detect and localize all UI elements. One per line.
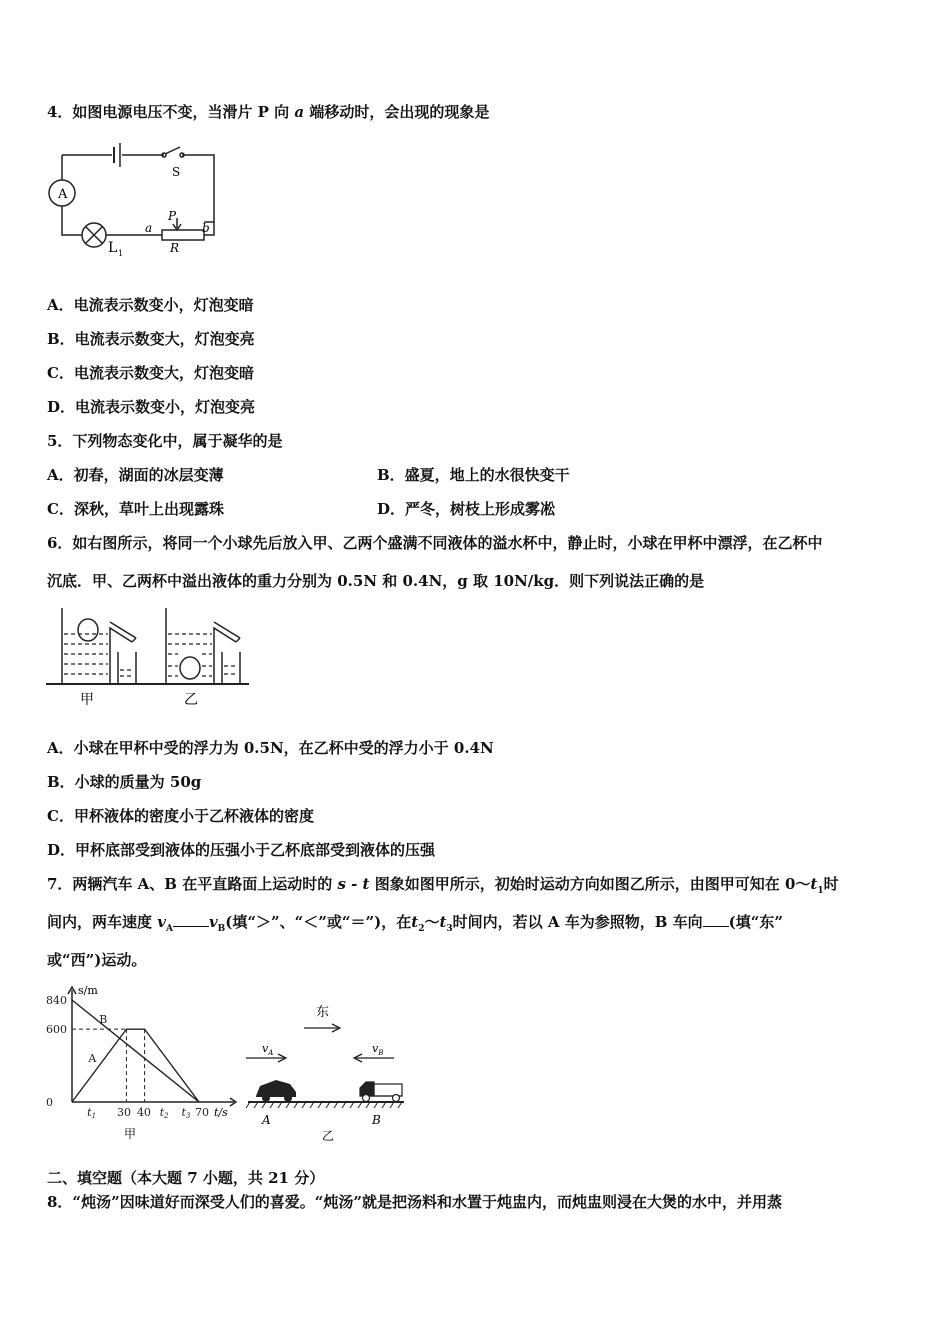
ammeter-label: A bbox=[58, 187, 68, 202]
answer-blank-1[interactable] bbox=[173, 912, 209, 927]
q5-option-c: C．深秋，草叶上出现露珠 bbox=[47, 500, 224, 518]
x-tick-label: 70 bbox=[195, 1106, 209, 1119]
q6-cups-figure bbox=[44, 604, 254, 712]
q4-option-c: C．电流表示数变大，灯泡变暗 bbox=[47, 364, 254, 382]
q5-option-a: A．初春，湖面的冰层变薄 bbox=[47, 466, 224, 484]
q6-stem-line2: 沉底．甲、乙两杯中溢出液体的重力分别为 0.5N 和 0.4N，g 取 10N/kg．则下列说法正确的是 bbox=[47, 572, 705, 590]
q4-option-d: D．电流表示数变小，灯泡变亮 bbox=[47, 398, 256, 416]
q6-stem-line1: 6．如右图所示，将同一个小球先后放入甲、乙两个盛满不同液体的溢水杯中，静止时，小球在甲杯中漂浮，在乙杯中 bbox=[47, 534, 823, 552]
q8-stem: 8．“炖汤”因味道好而深受人们的喜爱。“炖汤”就是把汤料和水置于炖盅内，而炖盅则浸在大煲的水中，并用蒸 bbox=[47, 1193, 782, 1211]
q7-line2: 间内，两车速度 $v_A$ $v_B$(填“＞”、“＜”或“＝”)，在$t_2\sim t_3$时间内，若以 A 车为参照物，B 车向 (填“东” bbox=[47, 913, 784, 934]
answer-blank-2[interactable] bbox=[703, 912, 729, 927]
x-tick-label: t3 bbox=[181, 1106, 191, 1120]
truck-b bbox=[360, 1082, 402, 1102]
section-2-heading: 二、填空题（本大题 7 小题，共 21 分） bbox=[47, 1169, 325, 1187]
q6-option-d: D．甲杯底部受到液体的压强小于乙杯底部受到液体的压强 bbox=[47, 841, 436, 859]
q4-circuit-figure bbox=[44, 140, 224, 260]
figure-yi-caption: 乙 bbox=[322, 1129, 335, 1143]
chart-title: 甲 bbox=[124, 1127, 137, 1141]
cup-jia-label: 甲 bbox=[80, 692, 94, 708]
x-tick-label: t2 bbox=[159, 1106, 169, 1120]
va-label: $v_A$ bbox=[262, 1042, 274, 1057]
series-a-label: A bbox=[88, 1051, 97, 1065]
q5-option-b: B．盛夏，地上的水很快变干 bbox=[377, 466, 570, 484]
q6-option-c: C．甲杯液体的密度小于乙杯液体的密度 bbox=[47, 807, 314, 825]
series-a-line bbox=[72, 1029, 199, 1102]
y-tick-label: 0 bbox=[46, 1096, 53, 1109]
q7-line1: 7．两辆汽车 A、B 在平直路面上运动时的 s - t 图象如图甲所示，初始时运动方向如图乙所示，由图甲可知在 $0\sim t_1$时 bbox=[47, 875, 839, 896]
q5-option-d: D．严冬，树枝上形成雾凇 bbox=[377, 500, 556, 518]
end-a-label: a bbox=[145, 221, 153, 235]
truck-b-label: B bbox=[372, 1113, 381, 1127]
x-tick-label: t1 bbox=[87, 1106, 97, 1120]
switch-label: S bbox=[172, 165, 181, 179]
q4-option-b: B．电流表示数变大，灯泡变亮 bbox=[47, 330, 255, 348]
x-tick-label: 30 bbox=[116, 1106, 131, 1119]
q5-stem: 5．下列物态变化中，属于凝华的是 bbox=[47, 432, 283, 450]
x-axis-label: t/s bbox=[214, 1106, 228, 1119]
q7-cars-figure bbox=[244, 996, 420, 1144]
q7-st-chart bbox=[44, 982, 244, 1144]
q7-line3: 或“西”)运动。 bbox=[47, 951, 147, 969]
q6-option-b: B．小球的质量为 50g bbox=[47, 773, 202, 791]
y-tick-label: 600 bbox=[46, 1023, 67, 1037]
car-a bbox=[256, 1080, 296, 1102]
lamp-label: L bbox=[108, 240, 118, 256]
series-b-label: B bbox=[99, 1013, 108, 1027]
x-tick-label: 40 bbox=[136, 1106, 151, 1119]
resistor-label: R bbox=[170, 241, 180, 255]
east-label: 东 bbox=[316, 1005, 330, 1020]
q6-option-a: A．小球在甲杯中受的浮力为 0.5N，在乙杯中受的浮力小于 0.4N bbox=[47, 739, 494, 757]
car-a-label: A bbox=[262, 1113, 271, 1127]
lamp-label-sub: 1 bbox=[118, 249, 124, 258]
cup-yi-label: 乙 bbox=[184, 692, 198, 708]
q4-stem: 4．如图电源电压不变，当滑片 P 向 a 端移动时，会出现的现象是 bbox=[47, 103, 490, 121]
q4-option-a: A．电流表示数变小，灯泡变暗 bbox=[47, 296, 254, 314]
y-tick-label: 840 bbox=[46, 994, 67, 1007]
end-b-label: b bbox=[202, 221, 210, 235]
y-axis-label: s/m bbox=[78, 984, 98, 997]
vb-label: $v_B$ bbox=[372, 1042, 384, 1057]
slider-p-label: P bbox=[168, 209, 177, 223]
